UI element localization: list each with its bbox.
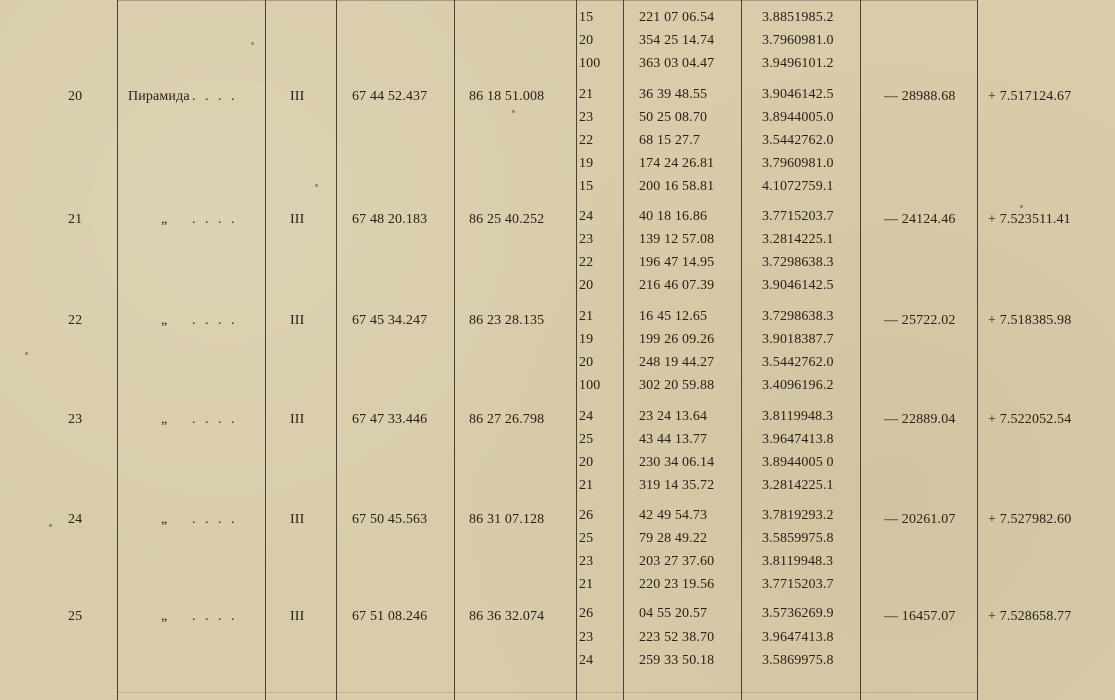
direction-angle: 04 55 20.57 [639, 606, 708, 621]
direction-angle: 36 39 48.55 [639, 87, 708, 102]
direction-angle: 68 15 27.7 [639, 133, 700, 148]
direction-log-distance: 3.7298638.3 [762, 309, 834, 324]
column-divider [576, 0, 577, 700]
station-longitude: 86 18 51.008 [469, 89, 545, 104]
direction-log-distance: 3.5869975.8 [762, 653, 834, 668]
station-class: III [290, 512, 305, 527]
station-leader-dots: . . . . [192, 512, 238, 527]
station-leader-dots: . . . . [192, 412, 238, 427]
direction-target-station: 23 [579, 630, 594, 645]
direction-target-station: 20 [579, 355, 594, 370]
paper-speck [315, 184, 318, 187]
direction-angle: 139 12 57.08 [639, 232, 715, 247]
direction-angle: 40 18 16.86 [639, 209, 708, 224]
station-x-coordinate: — 25722.02 [884, 313, 956, 328]
top-rule [117, 0, 977, 1]
station-y-coordinate: + 7.523511.41 [988, 212, 1071, 227]
direction-log-distance: 3.5442762.0 [762, 355, 834, 370]
station-y-coordinate: + 7.517124.67 [988, 89, 1072, 104]
direction-target-station: 100 [579, 56, 601, 71]
direction-target-station: 23 [579, 232, 594, 247]
station-longitude: 86 23 28.135 [469, 313, 545, 328]
direction-target-station: 21 [579, 478, 594, 493]
direction-angle: 79 28 49.22 [639, 531, 708, 546]
direction-log-distance: 3.5736269.9 [762, 606, 834, 621]
direction-angle: 23 24 13.64 [639, 409, 708, 424]
station-y-coordinate: + 7.522052.54 [988, 412, 1072, 427]
direction-log-distance: 3.7715203.7 [762, 577, 834, 592]
direction-target-station: 23 [579, 110, 594, 125]
station-number: 20 [68, 89, 83, 104]
column-divider [741, 0, 742, 700]
direction-log-distance: 3.9647413.8 [762, 432, 834, 447]
direction-angle: 200 16 58.81 [639, 179, 715, 194]
direction-angle: 248 19 44.27 [639, 355, 715, 370]
direction-angle: 174 24 26.81 [639, 156, 715, 171]
station-number: 25 [68, 609, 83, 624]
station-longitude: 86 25 40.252 [469, 212, 545, 227]
direction-angle: 220 23 19.56 [639, 577, 715, 592]
column-divider [977, 0, 978, 700]
direction-log-distance: 3.8944005 0 [762, 455, 834, 470]
direction-log-distance: 3.9018387.7 [762, 332, 834, 347]
direction-log-distance: 3.7715203.7 [762, 209, 834, 224]
station-leader-dots: . . . . [192, 212, 238, 227]
station-number: 23 [68, 412, 83, 427]
station-x-coordinate: — 20261.07 [884, 512, 956, 527]
direction-target-station: 100 [579, 378, 601, 393]
direction-log-distance: 3.5859975.8 [762, 531, 834, 546]
station-class: III [290, 89, 305, 104]
station-x-coordinate: — 28988.68 [884, 89, 956, 104]
direction-angle: 354 25 14.74 [639, 33, 715, 48]
column-divider [265, 0, 266, 700]
direction-target-station: 20 [579, 278, 594, 293]
direction-log-distance: 3.8851985.2 [762, 10, 834, 25]
direction-angle: 203 27 37.60 [639, 554, 715, 569]
direction-target-station: 25 [579, 531, 594, 546]
station-longitude: 86 36 32.074 [469, 609, 545, 624]
direction-angle: 199 26 09.26 [639, 332, 715, 347]
direction-log-distance: 3.9496101.2 [762, 56, 834, 71]
station-leader-dots: . . . . [192, 89, 238, 104]
station-latitude: 67 48 20.183 [352, 212, 428, 227]
direction-target-station: 23 [579, 554, 594, 569]
direction-angle: 43 44 13.77 [639, 432, 708, 447]
station-y-coordinate: + 7.528658.77 [988, 609, 1072, 624]
direction-log-distance: 3.9046142.5 [762, 278, 834, 293]
direction-target-station: 21 [579, 309, 594, 324]
direction-log-distance: 3.8119948.3 [762, 409, 834, 424]
direction-angle: 230 34 06.14 [639, 455, 715, 470]
direction-log-distance: 3.9046142.5 [762, 87, 834, 102]
station-x-coordinate: — 24124.46 [884, 212, 956, 227]
direction-target-station: 20 [579, 33, 594, 48]
station-name: Пирамида [128, 89, 190, 104]
direction-target-station: 21 [579, 577, 594, 592]
column-divider [336, 0, 337, 700]
station-latitude: 67 50 45.563 [352, 512, 428, 527]
column-divider [623, 0, 624, 700]
station-class: III [290, 212, 305, 227]
direction-log-distance: 3.9647413.8 [762, 630, 834, 645]
station-y-coordinate: + 7.527982.60 [988, 512, 1072, 527]
station-latitude: 67 51 08.246 [352, 609, 428, 624]
paper-speck [1020, 205, 1023, 208]
direction-target-station: 26 [579, 508, 594, 523]
direction-log-distance: 3.7960981.0 [762, 156, 834, 171]
direction-angle: 16 45 12.65 [639, 309, 708, 324]
direction-log-distance: 3.2814225.1 [762, 232, 834, 247]
station-leader-dots: . . . . [192, 609, 238, 624]
direction-log-distance: 3.8944005.0 [762, 110, 834, 125]
paper-speck [49, 524, 52, 527]
direction-target-station: 20 [579, 455, 594, 470]
station-latitude: 67 45 34.247 [352, 313, 428, 328]
direction-angle: 259 33 50.18 [639, 653, 715, 668]
station-name: „ [161, 313, 168, 328]
direction-angle: 223 52 38.70 [639, 630, 715, 645]
station-leader-dots: . . . . [192, 313, 238, 328]
direction-target-station: 24 [579, 409, 594, 424]
direction-target-station: 21 [579, 87, 594, 102]
direction-target-station: 26 [579, 606, 594, 621]
direction-angle: 50 25 08.70 [639, 110, 708, 125]
column-divider [860, 0, 861, 700]
direction-angle: 363 03 04.47 [639, 56, 715, 71]
direction-log-distance: 4.1072759.1 [762, 179, 834, 194]
station-number: 24 [68, 512, 83, 527]
direction-target-station: 22 [579, 255, 594, 270]
direction-target-station: 22 [579, 133, 594, 148]
station-longitude: 86 27 26.798 [469, 412, 545, 427]
direction-target-station: 24 [579, 653, 594, 668]
station-name: „ [161, 212, 168, 227]
direction-log-distance: 3.4096196.2 [762, 378, 834, 393]
column-divider [454, 0, 455, 700]
station-name: „ [161, 512, 168, 527]
direction-log-distance: 3.2814225.1 [762, 478, 834, 493]
direction-target-station: 19 [579, 332, 594, 347]
direction-log-distance: 3.5442762.0 [762, 133, 834, 148]
direction-log-distance: 3.7819293.2 [762, 508, 834, 523]
station-x-coordinate: — 16457.07 [884, 609, 956, 624]
station-latitude: 67 47 33.446 [352, 412, 428, 427]
station-x-coordinate: — 22889.04 [884, 412, 956, 427]
station-class: III [290, 313, 305, 328]
station-number: 21 [68, 212, 83, 227]
station-class: III [290, 609, 305, 624]
station-name: „ [161, 412, 168, 427]
direction-target-station: 15 [579, 179, 594, 194]
station-y-coordinate: + 7.518385.98 [988, 313, 1072, 328]
paper-speck [251, 42, 254, 45]
direction-target-station: 19 [579, 156, 594, 171]
direction-target-station: 24 [579, 209, 594, 224]
direction-angle: 216 46 07.39 [639, 278, 715, 293]
paper-speck [25, 352, 28, 355]
direction-target-station: 25 [579, 432, 594, 447]
direction-log-distance: 3.7960981.0 [762, 33, 834, 48]
station-latitude: 67 44 52.437 [352, 89, 428, 104]
bottom-rule [117, 692, 977, 693]
station-longitude: 86 31 07.128 [469, 512, 545, 527]
direction-log-distance: 3.7298638.3 [762, 255, 834, 270]
station-number: 22 [68, 313, 83, 328]
direction-angle: 319 14 35.72 [639, 478, 715, 493]
direction-angle: 42 49 54.73 [639, 508, 708, 523]
direction-angle: 302 20 59.88 [639, 378, 715, 393]
direction-target-station: 15 [579, 10, 594, 25]
station-name: „ [161, 609, 168, 624]
paper-speck [512, 110, 515, 113]
station-class: III [290, 412, 305, 427]
column-divider [117, 0, 118, 700]
direction-angle: 221 07 06.54 [639, 10, 715, 25]
direction-angle: 196 47 14.95 [639, 255, 715, 270]
direction-log-distance: 3.8119948.3 [762, 554, 834, 569]
